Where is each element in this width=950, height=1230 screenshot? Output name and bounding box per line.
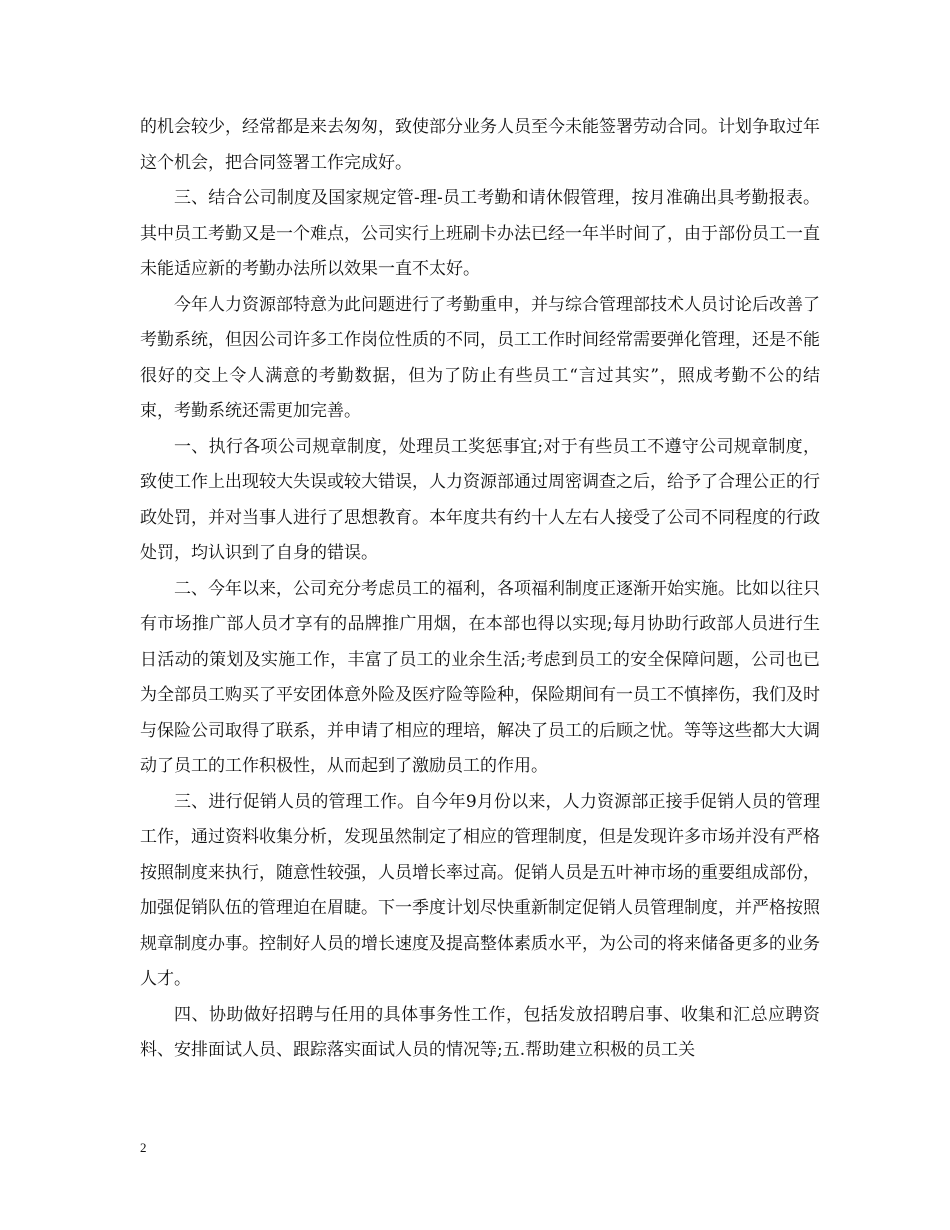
paragraph-rules: 一、执行各项公司规章制度，处理员工奖惩事宜;对于有些员工不遵守公司规章制度，致使工作上出现较大失误或较大错误，人力资源部通过周密调查之后，给予了合理公正的行政处罚，并对当事人进行了思想教育。本年度共有约十人左右人接受了公司不同程度的行政处罚，均认识到了自身的错误。 [140, 436, 820, 563]
document-body [140, 110, 820, 1069]
page-number: 2 [140, 1140, 147, 1155]
paragraph-welfare: 二、今年以来，公司充分考虑员工的福利，各项福利制度正逐渐开始实施。比如以往只有市场推广部人员才享有的品牌推广用烟，在本部也得以实现;每月协助行政部人员进行生日活动的策划及实施工作，丰富了员工的业余生活;考虑到员工的安全保障问题，公司也已为全部员工购买了平安团体意外险及医疗险等险种，保险期间有一员工不慎摔伤，我们及时与保险公司取得了联系，并申请了相应的理培，解决了员工的后顾之忧。等等这些都大大调动了员工的工作积极性，从而起到了激励员工的作用。 [140, 578, 820, 776]
paragraph-attendance-system: 今年人力资源部特意为此问题进行了考勤重申，并与综合管理部技术人员讨论后改善了考勤系统，但因公司许多工作岗位性质的不同，员工工作时间经常需要弹化管理，还是不能很好的交上令人满意的考勤数据，但为了防止有些员工“言过其实”，照成考勤不公的结束，考勤系统还需更加完善。 [140, 294, 820, 421]
paragraph-promotion-staff: 三、进行促销人员的管理工作。自今年9月份以来，人力资源部正接手促销人员的管理工作，通过资料收集分析，发现虽然制定了相应的管理制度，但是发现许多市场并没有严格按照制度来执行，随意性较强，人员增长率过高。促销人员是五叶神市场的重要组成部份，加强促销队伍的管理迫在眉睫。下一季度计划尽快重新制定促销人员管理制度，并严格按照规章制度办事。控制好人员的增长速度及提高整体素质水平，为公司的将来储备更多的业务人才。 [140, 791, 820, 989]
paragraph-attendance: 三、结合公司制度及国家规定管-理-员工考勤和请休假管理，按月准确出具考勤报表。其中员工考勤又是一个难点，公司实行上班刷卡办法已经一年半时间了，由于部份员工一直未能适应新的考勤办法所以效果一直不太好。 [140, 188, 820, 279]
paragraph-continuation: 的机会较少，经常都是来去匆匆，致使部分业务人员至今未能签署劳动合同。计划争取过年这个机会，把合同签署工作完成好。 [140, 117, 820, 173]
paragraph-recruitment: 四、协助做好招聘与任用的具体事务性工作，包括发放招聘启事、收集和汇总应聘资料、安排面试人员、跟踪落实面试人员的情况等;五.帮助建立积极的员工关 [140, 1004, 820, 1060]
